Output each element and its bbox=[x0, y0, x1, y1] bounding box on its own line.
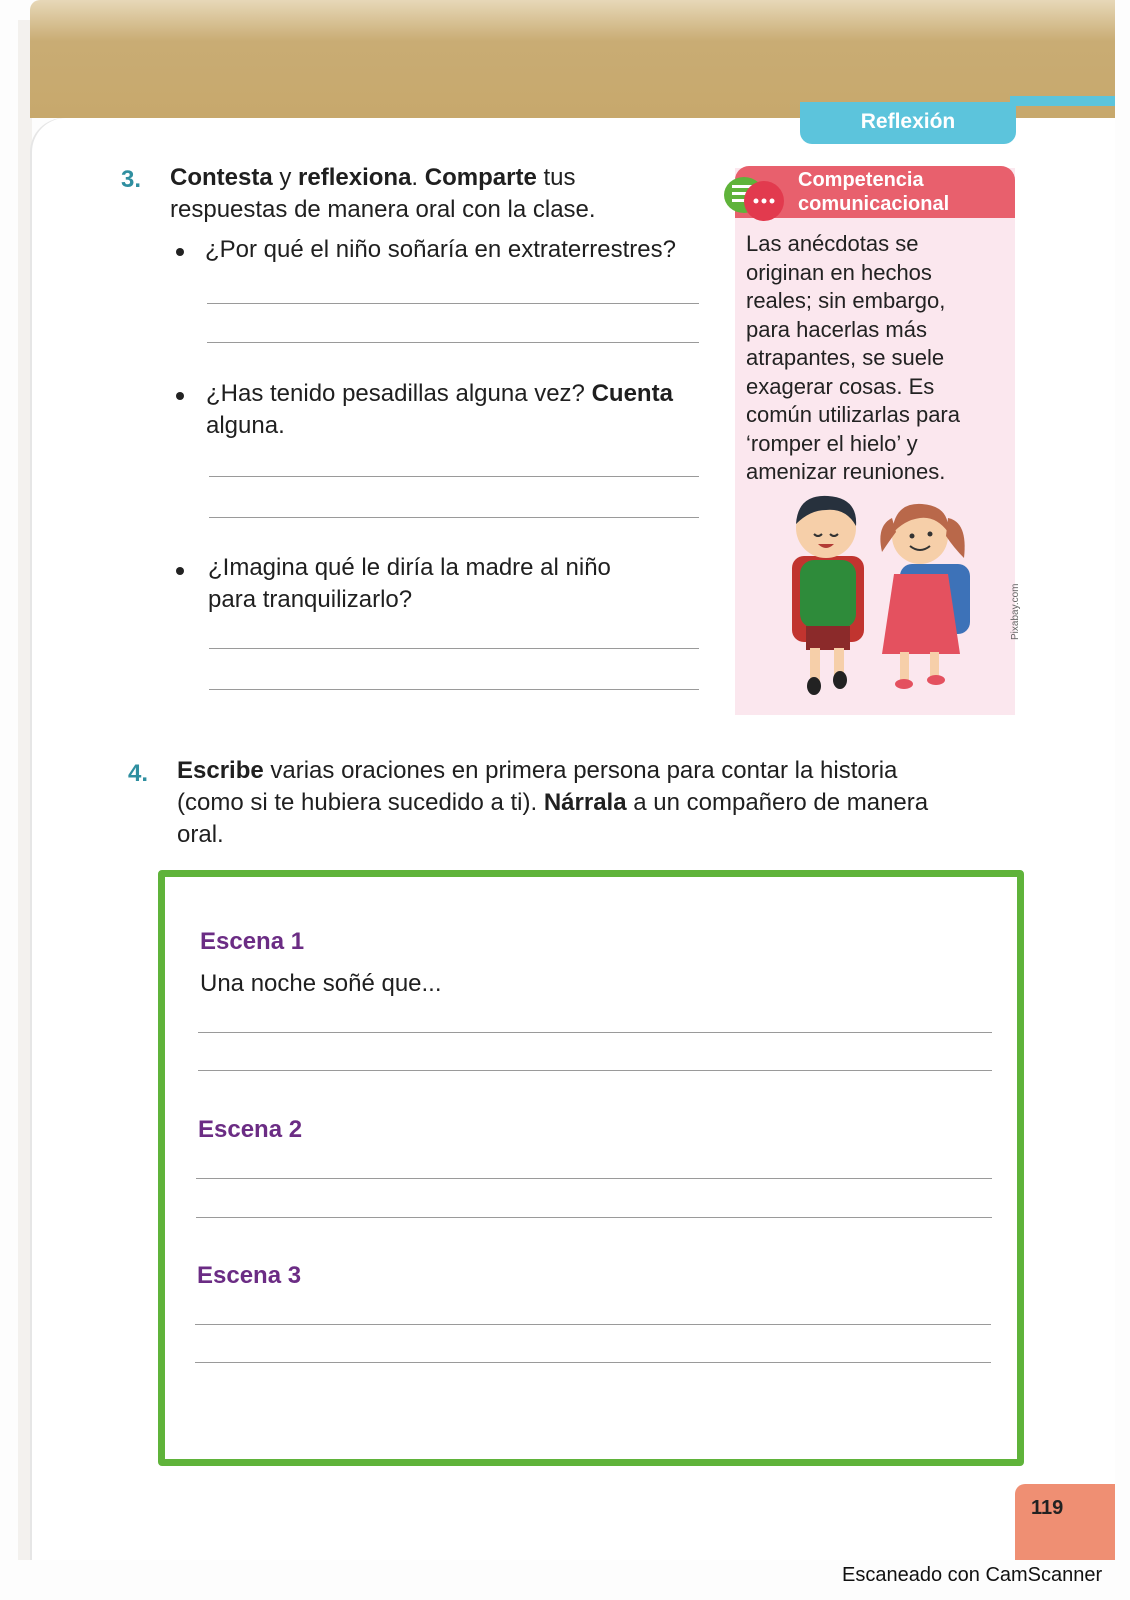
boy-figure bbox=[792, 496, 864, 695]
question-4-line3: oral. bbox=[177, 821, 224, 848]
answer-line-2b[interactable] bbox=[209, 517, 699, 518]
question-4-number: 4. bbox=[128, 760, 149, 787]
scene-2-label: Escena 2 bbox=[198, 1116, 303, 1143]
tab-stripe bbox=[1010, 96, 1115, 106]
bullet-2-text: ¿Has tenido pesadillas alguna vez? Cuenta bbox=[206, 380, 673, 407]
bullet-3-line1: ¿Imagina qué le diría la madre al niño bbox=[208, 554, 611, 581]
question-3-line2: respuestas de manera oral con la clase. bbox=[170, 196, 596, 223]
answer-line-1a[interactable] bbox=[207, 303, 699, 304]
scene-2-line-b[interactable] bbox=[196, 1217, 992, 1218]
question-3-line1: Contesta y reflexiona. Comparte tus bbox=[170, 164, 576, 191]
scene-1-label: Escena 1 bbox=[200, 928, 305, 955]
answer-line-3b[interactable] bbox=[209, 689, 699, 690]
page-edge bbox=[18, 20, 32, 1560]
bullet-3 bbox=[176, 567, 184, 575]
scanner-footer: Escaneado con CamScanner bbox=[842, 1564, 1103, 1586]
bullet-3-line2: para tranquilizarlo? bbox=[208, 586, 413, 613]
scene-2-line-a[interactable] bbox=[196, 1178, 992, 1179]
answer-line-2a[interactable] bbox=[209, 476, 699, 477]
scene-1-line-b[interactable] bbox=[198, 1070, 992, 1071]
question-4-line1: Escribe varias oraciones en primera persona para contar la historia bbox=[177, 757, 898, 784]
children-illustration bbox=[770, 488, 990, 718]
question-4-line2: (como si te hubiera sucedido a ti). Nárrala a un compañero de manera bbox=[177, 789, 929, 816]
scene-1-line-a[interactable] bbox=[198, 1032, 992, 1033]
answer-line-3a[interactable] bbox=[209, 648, 699, 649]
scene-3-line-a[interactable] bbox=[195, 1324, 991, 1325]
page-number: 119 bbox=[1015, 1484, 1115, 1560]
bullet-2 bbox=[176, 392, 184, 400]
chat-bubble-icon bbox=[722, 175, 786, 223]
competency-title: Competencia comunicacional bbox=[798, 169, 950, 215]
answer-line-1b[interactable] bbox=[207, 342, 699, 343]
bullet-2-line2: alguna. bbox=[206, 412, 285, 439]
girl-figure bbox=[880, 504, 970, 689]
competency-text: Las anécdotas se originan en hechos reales; sin embargo, para hacerlas más atrapantes, se suele exagerar cosas. Es común utilizarlas para ‘romper el hielo’ y amenizar reuniones. bbox=[746, 231, 960, 484]
section-tab: Reflexión bbox=[800, 102, 1016, 144]
top-band bbox=[30, 0, 1115, 118]
scene-3-label: Escena 3 bbox=[197, 1262, 302, 1289]
bullet-1-text: ¿Por qué el niño soñaría en extraterrestres? bbox=[205, 236, 676, 263]
writing-box bbox=[158, 870, 1024, 1466]
image-credit: Pixabay.com bbox=[1010, 583, 1021, 640]
scene-1-prompt: Una noche soñé que... bbox=[200, 970, 442, 997]
scene-3-line-b[interactable] bbox=[195, 1362, 991, 1363]
question-3-number: 3. bbox=[121, 166, 142, 193]
bullet-1 bbox=[176, 248, 184, 256]
